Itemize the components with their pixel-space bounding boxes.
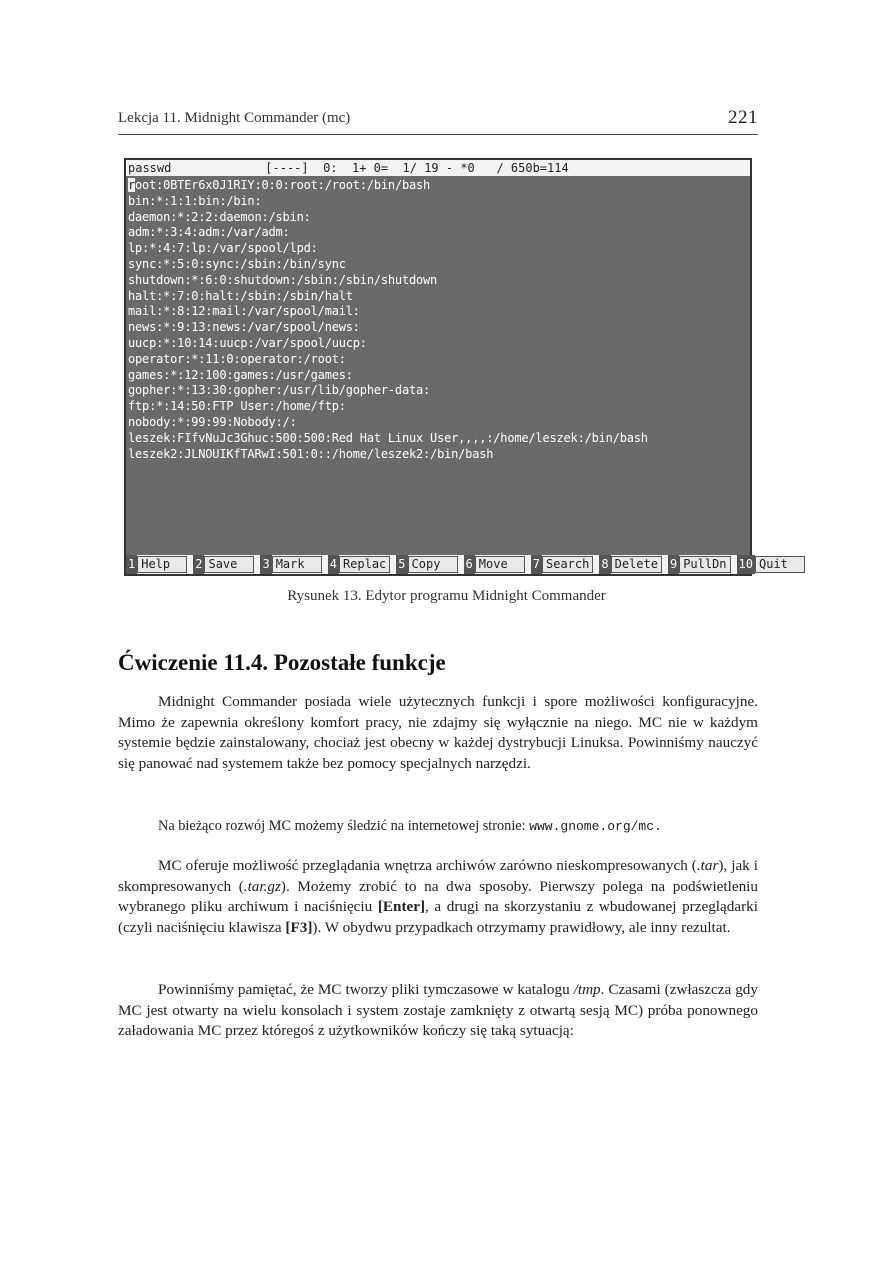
fkey-quit[interactable] <box>737 555 811 574</box>
paragraph-4 <box>118 980 758 1042</box>
fkey-label: Move <box>475 556 525 573</box>
editor-line: sync:*:5:0:sync:/sbin:/bin/sync <box>128 256 346 271</box>
tmp-directory: /tmp <box>573 981 601 998</box>
editor-line: gopher:*:13:30:gopher:/usr/lib/gopher-data: <box>128 383 431 398</box>
fkey-label: Quit <box>755 556 805 573</box>
fkey-save[interactable] <box>193 555 260 574</box>
fkey-number: 6 <box>464 555 475 574</box>
targz-extension: .tar.gz <box>243 877 281 895</box>
editor-line: halt:*:7:0:halt:/sbin:/sbin/halt <box>128 288 353 303</box>
p3-text-a: MC oferuje możliwość przeglądania wnętrza archiwów zarówno nieskompresowanych ( <box>158 857 697 874</box>
p4-text-a: Powinniśmy pamiętać, że MC tworzy pliki tymczasowe w katalogu <box>158 981 574 998</box>
p4-text-b: . Czasami (zwłaszcza gdy MC jest otwarty na wielu konsolach i system zostaje zamknięty z otwartą sesją MC) próba ponownego załadowania MC przez któregoś z użytkowników kończy się taką sytuacją: <box>118 981 758 1040</box>
paragraph-2-text: Na bieżąco rozwój MC możemy śledzić na internetowej stronie: <box>158 818 530 834</box>
fkey-number: 8 <box>599 555 610 574</box>
fkey-number: 7 <box>531 555 542 574</box>
editor-line: bin:*:1:1:bin:/bin: <box>128 193 262 208</box>
running-header <box>118 108 758 135</box>
mc-editor-screenshot <box>124 158 788 576</box>
editor-line: nobody:*:99:99:Nobody:/: <box>128 414 297 429</box>
editor-line: news:*:9:13:news:/var/spool/news: <box>128 320 360 335</box>
p3-text-b: ), jak i skompresowanych ( <box>118 857 758 895</box>
fkey-label: Replac <box>339 556 390 573</box>
fkey-mark[interactable] <box>260 555 327 574</box>
fkey-move[interactable] <box>464 555 531 574</box>
editor-line: operator:*:11:0:operator:/root: <box>128 351 346 366</box>
editor-text-area <box>128 178 746 462</box>
fkey-number: 2 <box>193 555 204 574</box>
fkey-help[interactable] <box>126 555 193 574</box>
p3-text-e: ). W obydwu przypadkach otrzymamy prawidłowy, ale inny rezultat. <box>312 918 731 936</box>
editor-line: root:0BTEr6x0J1RIY:0:0:root:/root:/bin/bash <box>128 178 431 192</box>
editor-line: games:*:12:100:games:/usr/games: <box>128 367 353 382</box>
p3-text-c: ). Możemy zrobić to na dwa sposoby. Pierwszy polega na podświetleniu wybranego pliku archiwum i naciśnięciu <box>118 877 758 916</box>
fkey-number: 4 <box>328 555 339 574</box>
fkey-replac[interactable] <box>328 555 397 574</box>
editor-line: daemon:*:2:2:daemon:/sbin: <box>128 209 311 224</box>
fkey-number: 5 <box>396 555 407 574</box>
fkey-label: Delete <box>611 556 662 573</box>
section-title: Ćwiczenie 11.4. Pozostałe funkcje <box>118 650 446 675</box>
f3-key: [F3] <box>285 918 313 936</box>
fkey-delete[interactable] <box>599 555 668 574</box>
function-key-bar <box>126 555 788 574</box>
editor-line: adm:*:3:4:adm:/var/adm: <box>128 225 290 240</box>
fkey-label: Help <box>137 556 187 573</box>
editor-line: leszek2:JLNOUIKfTARwI:501:0::/home/leszek2:/bin/bash <box>128 446 494 461</box>
paragraph-2 <box>118 816 758 838</box>
chapter-title: Lekcja 11. Midnight Commander (mc) <box>118 110 351 126</box>
editor-line: mail:*:8:12:mail:/var/spool/mail: <box>128 304 360 319</box>
paragraph-3 <box>118 856 758 938</box>
editor-cursor: r <box>128 178 136 192</box>
fkey-number: 3 <box>260 555 271 574</box>
enter-key: [Enter] <box>377 898 426 916</box>
paragraph-1: Midnight Commander posiada wiele użytecznych funkcji i spore możliwości konfiguracyjne. Mimo że zapewnia określony komfort pracy, nie zdajmy się wyłącznie na niego. MC nie w każdym systemie będzie zainstalowany, chociaż jest obecny w każdej dystrybucji Linuksa. Powinniśmy nauczyć się panować nad systemem także bez pomocy specjalnych narzędzi. <box>118 693 758 772</box>
figure-caption: Rysunek 13. Edytor programu Midnight Commander <box>287 588 606 604</box>
mc-url: www.gnome.org/mc. <box>529 819 662 834</box>
fkey-label: Copy <box>408 556 458 573</box>
fkey-number: 1 <box>126 555 137 574</box>
editor-line: lp:*:4:7:lp:/var/spool/lpd: <box>128 241 318 256</box>
fkey-number: 9 <box>668 555 679 574</box>
fkey-copy[interactable] <box>396 555 463 574</box>
fkey-label: PullDn <box>679 556 730 573</box>
editor-line: shutdown:*:6:0:shutdown:/sbin:/sbin/shutdown <box>128 272 438 287</box>
tar-extension: .tar <box>696 857 719 874</box>
editor-line: ftp:*:14:50:FTP User:/home/ftp: <box>128 399 346 414</box>
editor-line: uucp:*:10:14:uucp:/var/spool/uucp: <box>128 335 367 350</box>
editor-line: leszek:FIfvNuJc3Ghuc:500:500:Red Hat Linux User,,,,:/home/leszek:/bin/bash <box>128 430 648 445</box>
fkey-search[interactable] <box>531 555 600 574</box>
page-number: 221 <box>728 107 758 128</box>
fkey-pulldn[interactable] <box>668 555 737 574</box>
fkey-label: Search <box>542 556 593 573</box>
editor-status-line: passwd [----] 0: 1+ 0= 1/ 19 - *0 / 650b=114 <box>126 160 750 176</box>
fkey-label: Save <box>204 556 254 573</box>
fkey-number: 10 <box>737 555 755 574</box>
p3-text-d: , a drugi na skorzystaniu z wbudowanej przeglądarki (czyli naciśnięciu klawisza <box>118 898 758 936</box>
fkey-label: Mark <box>272 556 322 573</box>
